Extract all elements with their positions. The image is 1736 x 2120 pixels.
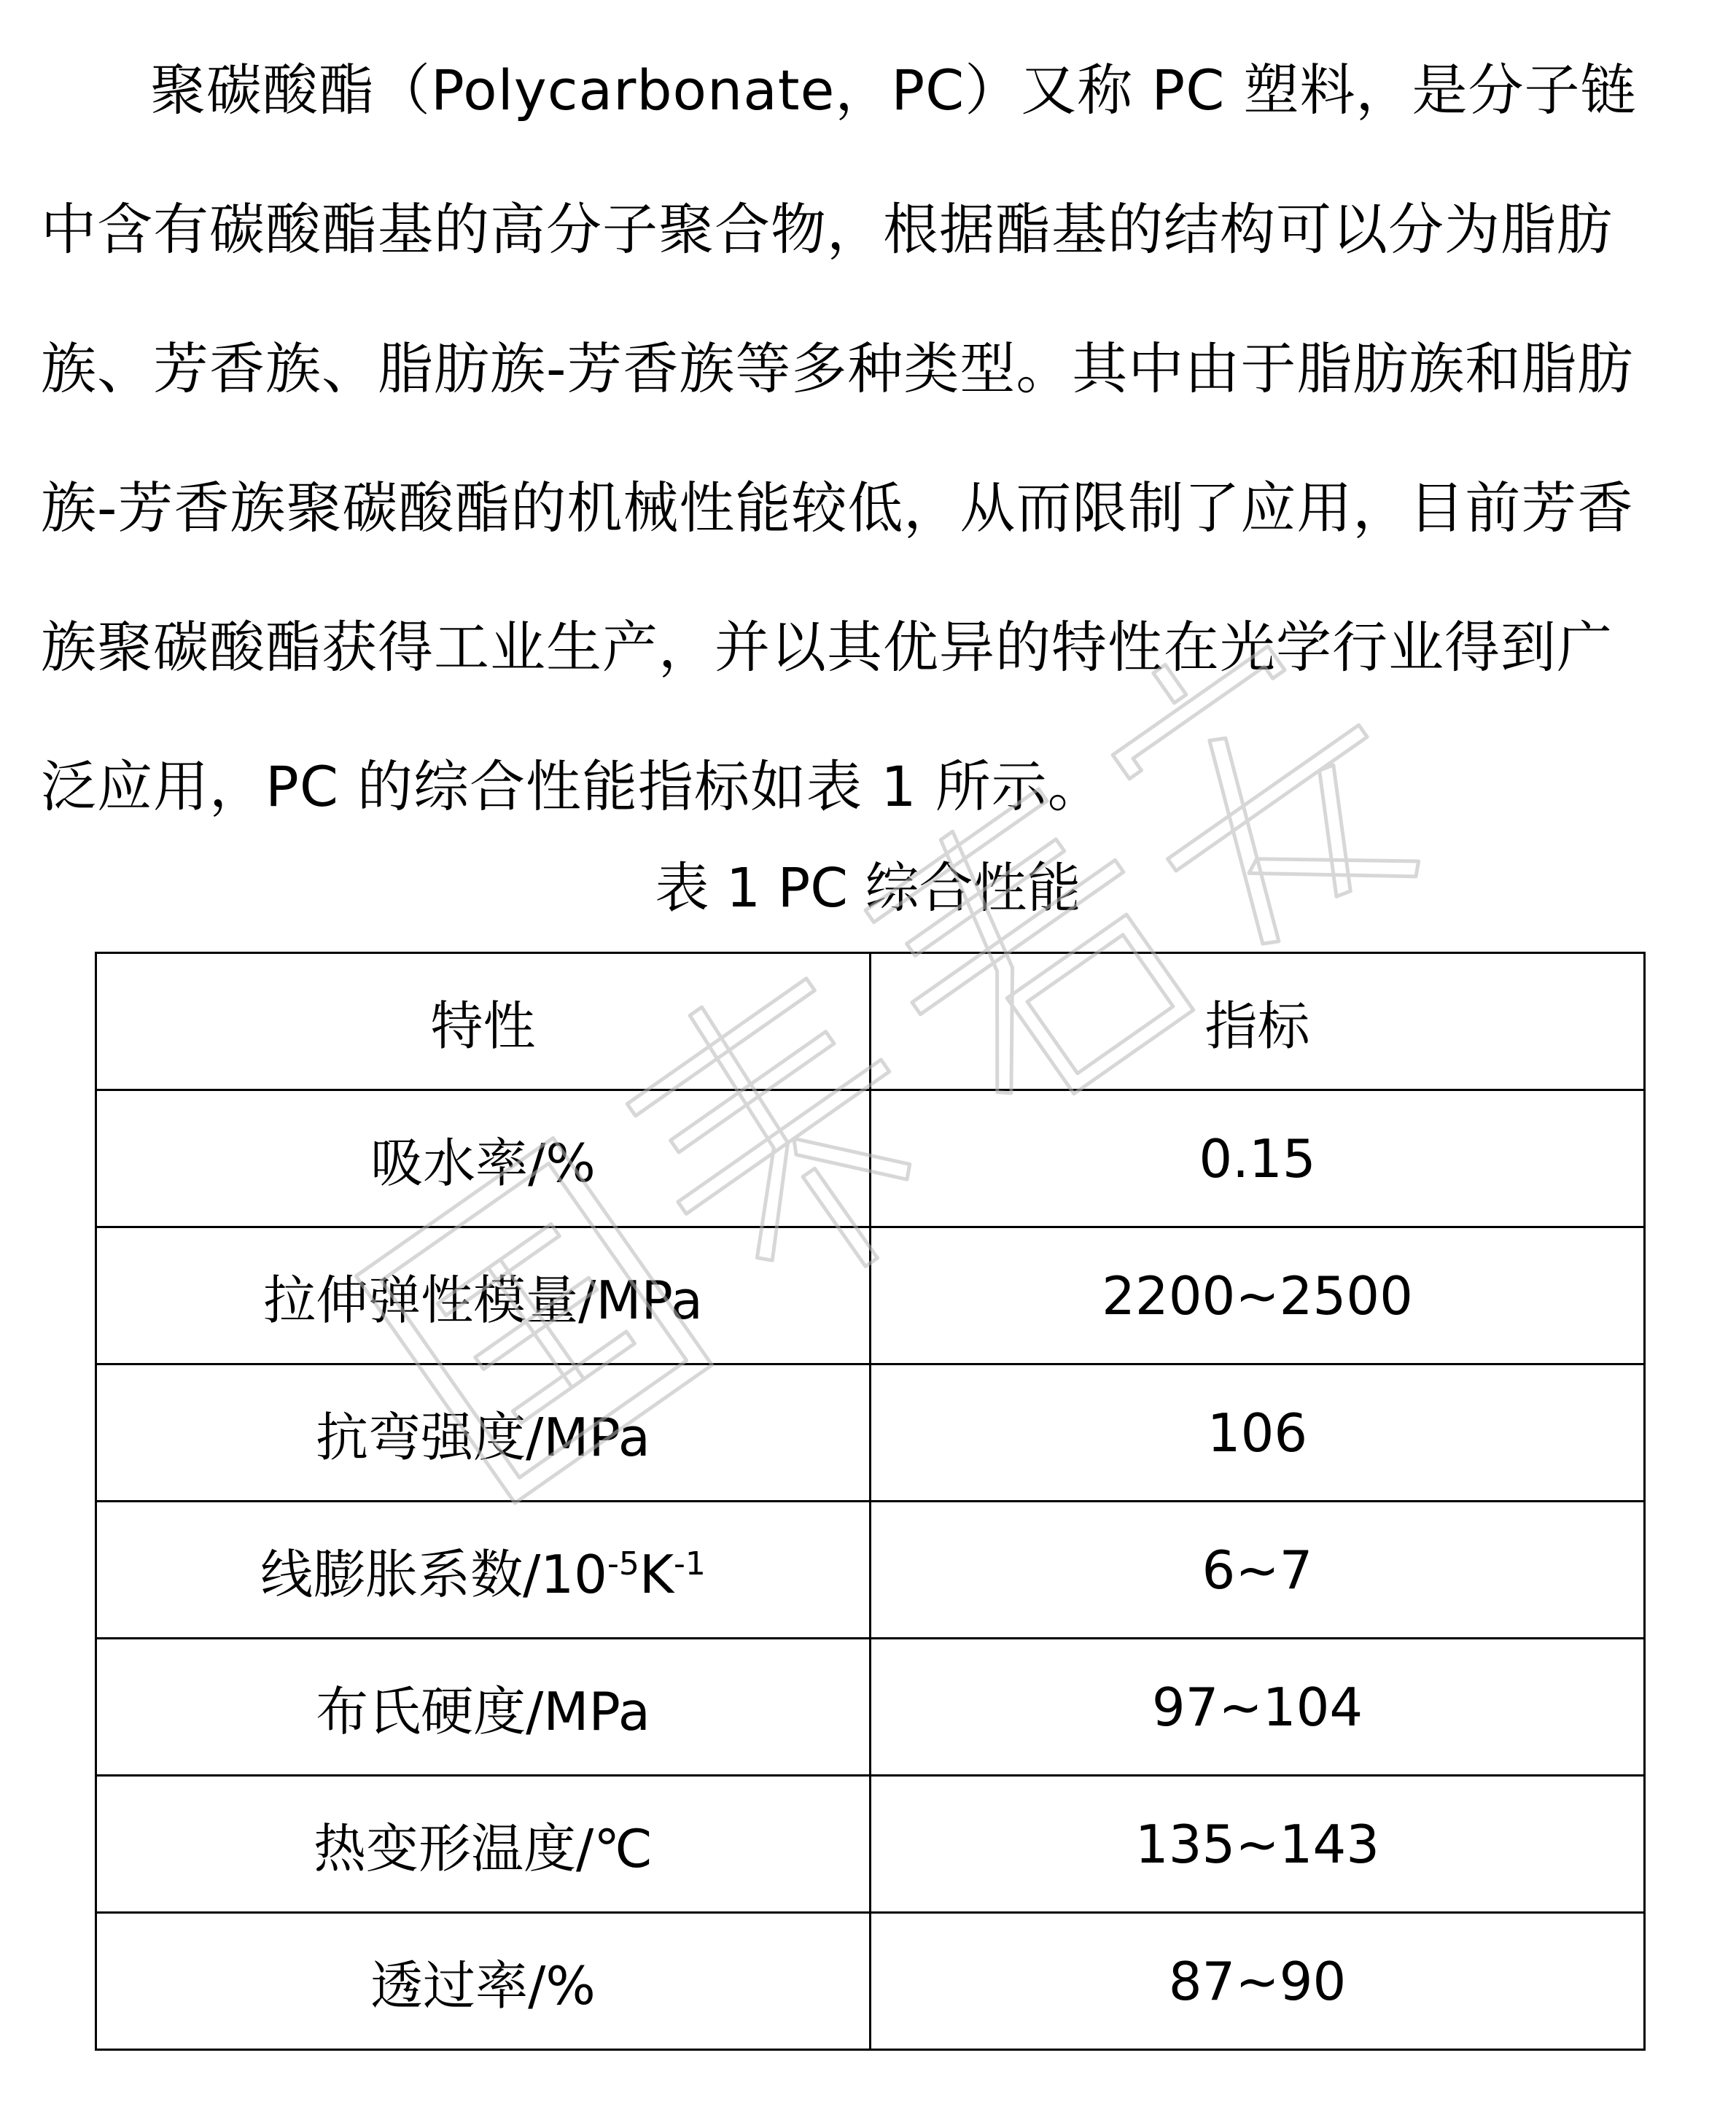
value-cell: 87~90 [871,1913,1645,2050]
table-row [96,1913,1645,2050]
table-header-row [96,953,1645,1090]
value-cell: 2200~2500 [871,1227,1645,1364]
paragraph-line-5: 族聚碳酸酯获得工业生产，并以其优异的特性在光学行业得到广 [41,615,1613,680]
table-row [96,1639,1645,1776]
table-row [96,1227,1645,1364]
superscript-exponent: -5 [607,1545,639,1583]
value-cell: 0.15 [871,1090,1645,1227]
property-cell: 吸水率/% [96,1090,871,1227]
paragraph-line-2: 中含有碳酸酯基的高分子聚合物，根据酯基的结构可以分为脂肪 [41,197,1613,262]
paragraph-line-3: 族、芳香族、脂肪族-芳香族等多种类型。其中由于脂肪族和脂肪 [41,336,1634,401]
property-cell: 抗弯强度/MPa [96,1364,871,1502]
body-paragraph [41,20,1703,856]
value-cell: 97~104 [871,1639,1645,1776]
property-cell: 布氏硬度/MPa [96,1639,871,1776]
table-row [96,1502,1645,1639]
value-cell: 106 [871,1364,1645,1502]
table-caption: 表 1 PC 综合性能 [655,857,1081,920]
property-cell: 拉伸弹性模量/MPa [96,1227,871,1364]
property-cell: 热变形温度/℃ [96,1776,871,1913]
table-row [96,1090,1645,1227]
superscript-exponent: -1 [674,1545,706,1583]
table-row [96,1364,1645,1502]
pc-properties-table [95,952,1646,2051]
property-unit: K [639,1543,674,1605]
paragraph-line-1: 聚碳酸酯（Polycarbonate，PC）又称 PC 塑料，是分子链 [150,58,1637,123]
property-cell: 透过率/% [96,1913,871,2050]
value-cell: 6~7 [871,1502,1645,1639]
value-cell: 135~143 [871,1776,1645,1913]
paragraph-line-6: 泛应用，PC 的综合性能指标如表 1 所示。 [41,754,1104,819]
header-value: 指标 [871,953,1645,1090]
paragraph-line-4: 族-芳香族聚碳酸酯的机械性能较低，从而限制了应用，目前芳香 [41,475,1634,540]
property-text: 线膨胀系数/10 [260,1543,607,1605]
table-row [96,1776,1645,1913]
header-property: 特性 [96,953,871,1090]
property-cell [96,1502,871,1639]
